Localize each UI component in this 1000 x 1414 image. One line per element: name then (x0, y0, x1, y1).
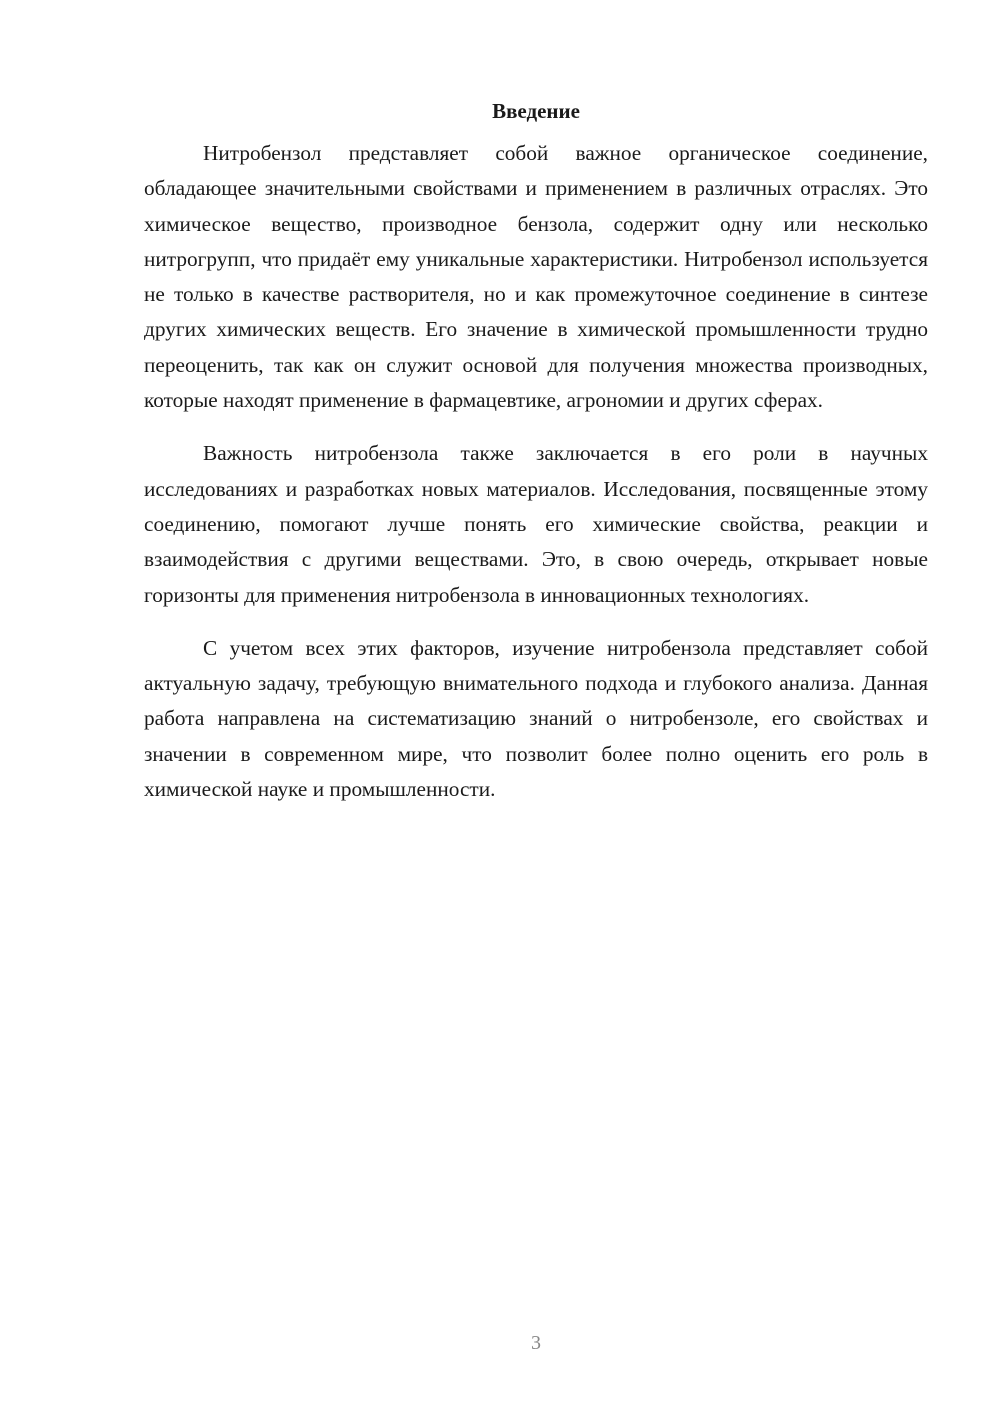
paragraph-1: Нитробензол представляет собой важное органическое соединение, обладающее значительными свойствами и применением в различных отраслях. Это химическое вещество, производное бензола, содержит одну или несколько нитрогрупп, что придаёт ему уникальные характеристики. Нитробензол используется не только в качестве растворителя, но и как промежуточное соединение в синтезе других химических веществ. Его значение в химической промышленности трудно переоценить, так как он служит основой для получения множества производных, которые находят применение в фармацевтике, агрономии и других сферах. (144, 141, 928, 413)
paragraph-3: С учетом всех этих факторов, изучение нитробензола представляет собой актуальную задачу, требующую внимательного подхода и глубокого анализа. Данная работа направлена на систематизацию знаний о нитробензоле, его свойствах и значении в современном мире, что позволит более полно оценить его роль в химической науке и промышленности. (144, 635, 928, 802)
page-content (144, 96, 928, 825)
paragraph-2: Важность нитробензола также заключается в его роли в научных исследованиях и разработках новых материалов. Исследования, посвященные этому соединению, помогают лучше понять его химические свойства, реакции и взаимодействия с другими веществами. Это, в свою очередь, открывает новые горизонты для применения нитробензола в инновационных технологиях. (144, 441, 928, 607)
page-number: 3 (531, 1332, 541, 1354)
section-title: Введение (492, 99, 580, 123)
